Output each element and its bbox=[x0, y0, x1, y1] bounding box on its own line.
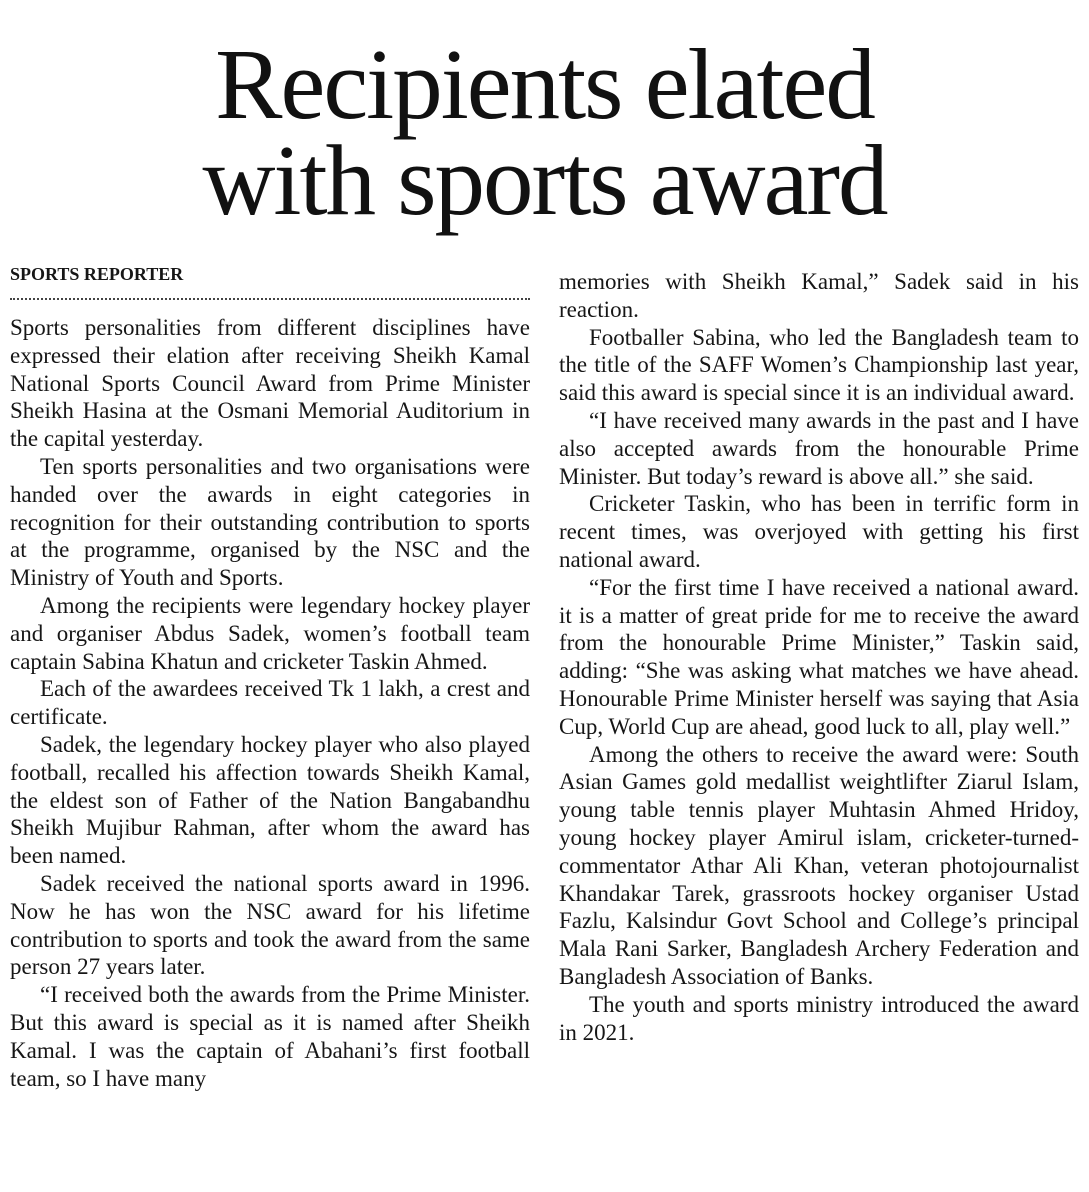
paragraph: Ten sports personalities and two organisations were handed over the awards in eight categories in recognition for their outstanding contribution to sports at the programme, organised by the NSC and the Ministry of Youth and Sports. bbox=[10, 453, 530, 591]
paragraph: “I have received many awards in the past and I have also accepted awards from the honourable Prime Minister. But today’s reward is above all.” she said. bbox=[559, 407, 1079, 489]
paragraph: “I received both the awards from the Prime Minister. But this award is special as it is named after Sheikh Kamal. I was the captain of Abahani’s first football team, so I have many bbox=[10, 982, 530, 1091]
paragraph: Footballer Sabina, who led the Bangladesh team to the title of the SAFF Women’s Championship last year, said this award is special since it is an individual award. bbox=[559, 324, 1079, 406]
paragraph: Among the others to receive the award were: South Asian Games gold medallist weightlifter Ziarul Islam, young table tennis player Muhtasin Ahmed Hridoy, young hockey player Amirul islam, cricketer-turned-commentator Athar Ali Khan, veteran photojournalist Khandakar Tarek, grassroots hockey organiser Ustad Fazlu, Kalsindur Govt School and College’s principal Mala Rani Sarker, Bangladesh Archery Federation and Bangladesh Association of Banks. bbox=[559, 741, 1079, 989]
paragraph: The youth and sports ministry introduced the award in 2021. bbox=[559, 991, 1079, 1045]
article-column-left bbox=[10, 262, 530, 1092]
paragraph: Each of the awardees received Tk 1 lakh, a crest and certificate. bbox=[10, 676, 530, 730]
paragraph: “For the first time I have received a national award. it is a matter of great pride for me to receive the award from the honourable Prime Minister,” Taskin said, adding: “She was asking what matches we have ahead. Honourable Prime Minister herself was saying that Asia Cup, World Cup are ahead, good luck to all, play well.” bbox=[559, 574, 1079, 739]
paragraph: Sadek received the national sports award in 1996. Now he has won the NSC award for his lifetime contribution to sports and took the award from the same person 27 years later. bbox=[10, 870, 530, 980]
paragraph: memories with Sheikh Kamal,” Sadek said in his reaction. bbox=[559, 269, 1079, 322]
byline: SPORTS REPORTER bbox=[10, 262, 530, 300]
paragraph: Among the recipients were legendary hockey player and organiser Abdus Sadek, women’s football team captain Sabina Khatun and cricketer Taskin Ahmed. bbox=[10, 592, 530, 674]
headline-line-2: with sports award bbox=[202, 124, 887, 236]
paragraph: Sadek, the legendary hockey player who also played football, recalled his affection towards Sheikh Kamal, the eldest son of Father of the Nation Bangabandhu Sheikh Mujibur Rahman, after whom the award has been named. bbox=[10, 731, 530, 869]
headline bbox=[0, 28, 1089, 236]
paragraph: Sports personalities from different disciplines have expressed their elation after receiving Sheikh Kamal National Sports Council Award from Prime Minister Sheikh Hasina at the Osmani Memorial Auditorium in the capital yesterday. bbox=[10, 315, 530, 452]
headline-line-1: Recipients elated bbox=[215, 28, 874, 140]
article-column-right bbox=[559, 268, 1079, 1046]
paragraph: Cricketer Taskin, who has been in terrific form in recent times, was overjoyed with getting his first national award. bbox=[559, 491, 1079, 572]
